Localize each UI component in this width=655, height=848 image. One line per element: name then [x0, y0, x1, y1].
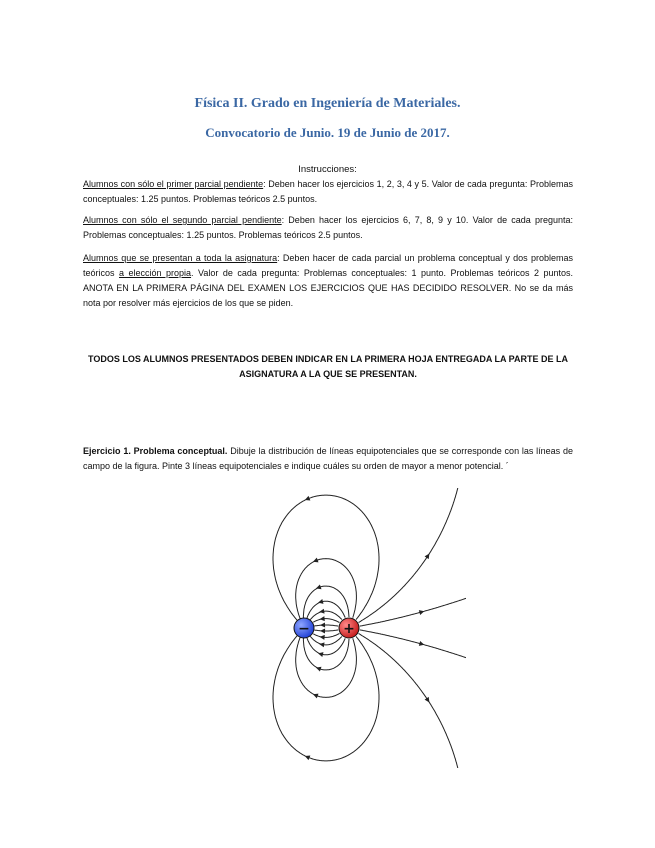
field-arrow	[319, 642, 324, 647]
field-arrow	[316, 667, 322, 672]
instruction-full-course-text-a: : Deben hacer de cada parcial un problema conceptual y dos problemas teóricos	[83, 253, 573, 278]
field-line	[313, 634, 339, 638]
field-arrow	[320, 629, 325, 634]
field-line	[359, 634, 458, 769]
field-line	[313, 619, 339, 623]
positive-charge-symbol: +	[343, 621, 355, 637]
instruction-full-course	[83, 251, 573, 311]
field-arrow	[425, 697, 430, 703]
dipole-field-figure	[186, 488, 466, 768]
field-line	[360, 630, 466, 658]
exam-title: Física II. Grado en Ingeniería de Materiales.	[194, 96, 461, 111]
field-line	[314, 630, 338, 631]
field-line	[296, 637, 357, 697]
field-arrow	[320, 635, 325, 640]
field-arrow	[419, 610, 424, 615]
field-arrow	[316, 584, 322, 589]
field-line	[303, 586, 349, 618]
instruction-second-partial	[83, 213, 573, 243]
exercise-1-label: Ejercicio 1. Problema conceptual.	[83, 446, 228, 456]
instruction-full-course-text-b: . Valor de cada pregunta: Problemas conceptuales: 1 punto. Problemas teóricos 2 puntos. ANOTA EN LA PRIMERA PÁGINA DEL EXAMEN LOS EJERCICIOS QUE HAS DECIDIDO RESOLVER. No se da más nota por resolver más ejercicios de los que se piden.	[83, 268, 573, 308]
field-line	[359, 488, 458, 623]
field-arrow	[319, 609, 324, 614]
instruction-second-partial-text: : Deben hacer los ejercicios 6, 7, 8, 9 y 10. Valor de cada pregunta: Problemas conceptuales: 1.25 puntos. Problemas teóricos 2.5 puntos.	[83, 215, 573, 240]
field-line	[303, 638, 349, 670]
field-line	[307, 601, 345, 618]
exercise-1	[83, 444, 573, 474]
field-arrows	[305, 496, 430, 760]
instruction-own-choice: a elección propia	[119, 268, 192, 278]
field-arrow	[320, 616, 325, 621]
instruction-full-course-label: Alumnos que se presentan a toda la asignatura	[83, 253, 278, 263]
field-arrow	[320, 622, 325, 627]
instruction-first-partial-label: Alumnos con sólo el primer parcial pendiente	[83, 179, 264, 189]
exercise-1-text: Dibuje la distribución de líneas equipotenciales que se corresponde con las líneas de campo de la figura. Pinte 3 líneas equipotenciales e indique cuáles su orden de mayor a menor potencial. ´	[83, 446, 573, 471]
instruction-second-partial-label: Alumnos con sólo el segundo parcial pendiente	[83, 215, 282, 225]
instructions-heading: Instrucciones:	[298, 164, 357, 175]
field-line	[360, 598, 466, 626]
field-line	[307, 638, 345, 655]
field-arrow	[419, 641, 424, 646]
instruction-first-partial	[83, 177, 573, 207]
field-line	[314, 625, 338, 626]
field-arrow	[425, 554, 430, 560]
field-line	[296, 559, 357, 619]
exam-subtitle: Convocatorio de Junio. 19 de Junio de 2017.	[205, 125, 450, 140]
instruction-first-partial-text: : Deben hacer los ejercicios 1, 2, 3, 4 y 5. Valor de cada pregunta: Problemas conceptuales: 1.25 puntos. Problemas teóricos 2.5 puntos.	[83, 179, 573, 204]
negative-charge-symbol: −	[298, 621, 310, 637]
notice-text: TODOS LOS ALUMNOS PRESENTADOS DEBEN INDICAR EN LA PRIMERA HOJA ENTREGADA LA PARTE DE LA ASIGNATURA A LA QUE SE PRESENTAN.	[87, 354, 569, 379]
